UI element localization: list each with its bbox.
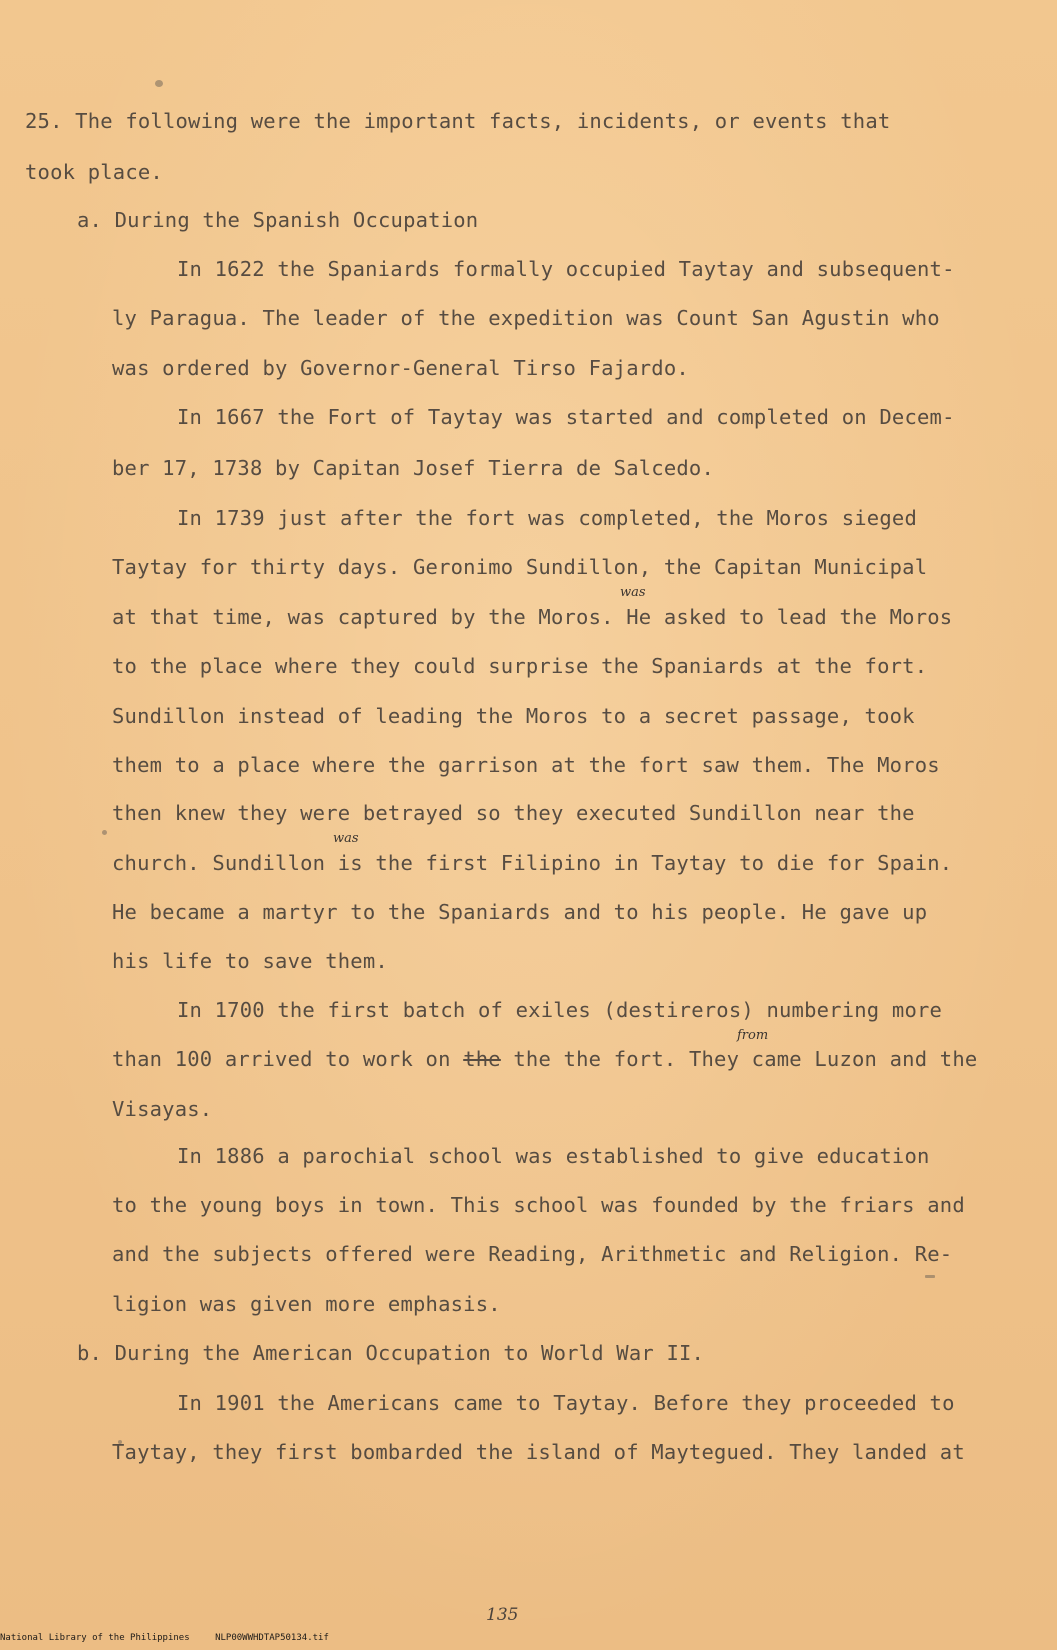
text-line: at that time, was captured by the Moros. He asked to lead the Moros [112,605,953,629]
text-segment: the the fort. They came Luzon and the [513,1047,978,1071]
text-line: In 1700 the first batch of exiles (destireros) numbering more [177,998,943,1022]
text-line: In 1667 the Fort of Taytay was started and completed on Decem- [177,405,955,429]
text-line: Taytay for thirty days. Geronimo Sundillon, the Capitan Municipal [112,555,928,579]
text-line: In 1739 just after the fort was completed, the Moros sieged [177,506,917,530]
text-line: In 1901 the Americans came to Taytay. Before they proceeded to [177,1391,955,1415]
text-line: ber 17, 1738 by Capitan Josef Tierra de Salcedo. [112,456,715,480]
text-line: In 1622 the Spaniards formally occupied Taytay and subsequent- [177,257,955,281]
text-line: them to a place where the garrison at the fort saw them. The Moros [112,753,940,777]
text-line: his life to save them. [112,949,388,973]
paper-stain [102,830,107,835]
text-line: to the young boys in town. This school was founded by the friars and [112,1193,965,1217]
text-line: He became a martyr to the Spaniards and to his people. He gave up [112,900,928,924]
paper-stain [155,80,163,87]
library-name: National Library of the Philippines [0,1633,190,1643]
paper-stain [925,1275,935,1278]
section-heading: b. During the American Occupation to World War II. [77,1341,705,1365]
text-line: Taytay, they first bombarded the island of Maytegued. They landed at [112,1440,965,1464]
text-line: 25. The following were the important facts, incidents, or events that [25,109,891,133]
handwritten-insertion: was [333,831,359,846]
handwritten-insertion: was [620,585,646,600]
text-line [112,1047,977,1071]
text-line: was ordered by Governor-General Tirso Fajardo. [112,356,689,380]
page-number: 135 [486,1605,519,1625]
text-line: ligion was given more emphasis. [112,1292,501,1316]
text-line: took place. [25,160,163,184]
text-line: and the subjects offered were Reading, Arithmetic and Religion. Re- [112,1242,953,1266]
text-line: In 1886 a parochial school was established to give education [177,1144,930,1168]
handwritten-insertion: from [737,1028,769,1043]
archive-footer [0,1633,329,1643]
struck-word: the [463,1047,501,1071]
text-line: then knew they were betrayed so they executed Sundillon near the [112,801,915,825]
text-line: Visayas. [112,1097,213,1121]
file-name: NLP00WWHDTAP50134.tif [215,1633,329,1643]
section-heading: a. During the Spanish Occupation [77,208,479,232]
text-line: Sundillon instead of leading the Moros to a secret passage, took [112,704,915,728]
text-line: to the place where they could surprise the Spaniards at the fort. [112,654,928,678]
text-line: church. Sundillon is the first Filipino in Taytay to die for Spain. [112,851,953,875]
text-line: ly Paragua. The leader of the expedition was Count San Agustin who [112,306,940,330]
text-segment: than 100 arrived to work on [112,1047,451,1071]
